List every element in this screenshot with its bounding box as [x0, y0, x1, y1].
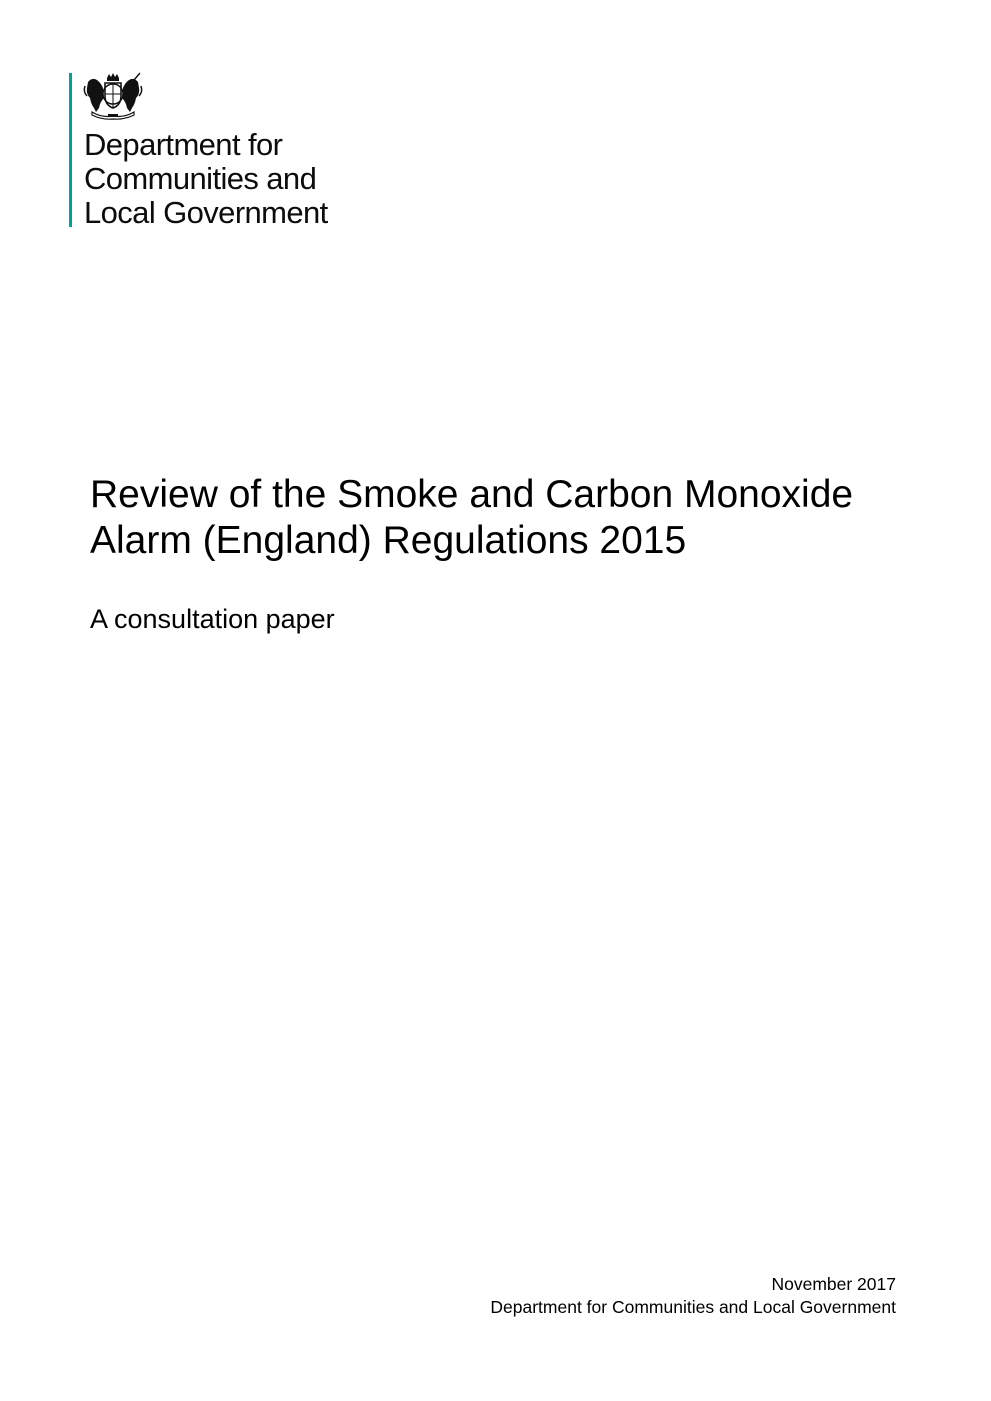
publisher-name: Department for Communities and Local Government — [490, 1297, 896, 1317]
title-line-1: Review of the Smoke and Carbon Monoxide — [90, 473, 854, 516]
department-logo-text — [84, 128, 328, 230]
logo-line-2: Communities and — [84, 161, 317, 196]
logo-line-3: Local Government — [84, 195, 328, 230]
logo-line-1: Department for — [84, 127, 283, 162]
royal-coat-of-arms-icon — [82, 72, 144, 120]
title-line-2: Alarm (England) Regulations 2015 — [90, 519, 687, 562]
logo-accent-bar — [69, 73, 72, 227]
footer-block — [490, 1273, 896, 1319]
document-subtitle: A consultation paper — [90, 604, 335, 634]
publication-date: November 2017 — [771, 1274, 896, 1294]
document-title — [90, 472, 853, 564]
